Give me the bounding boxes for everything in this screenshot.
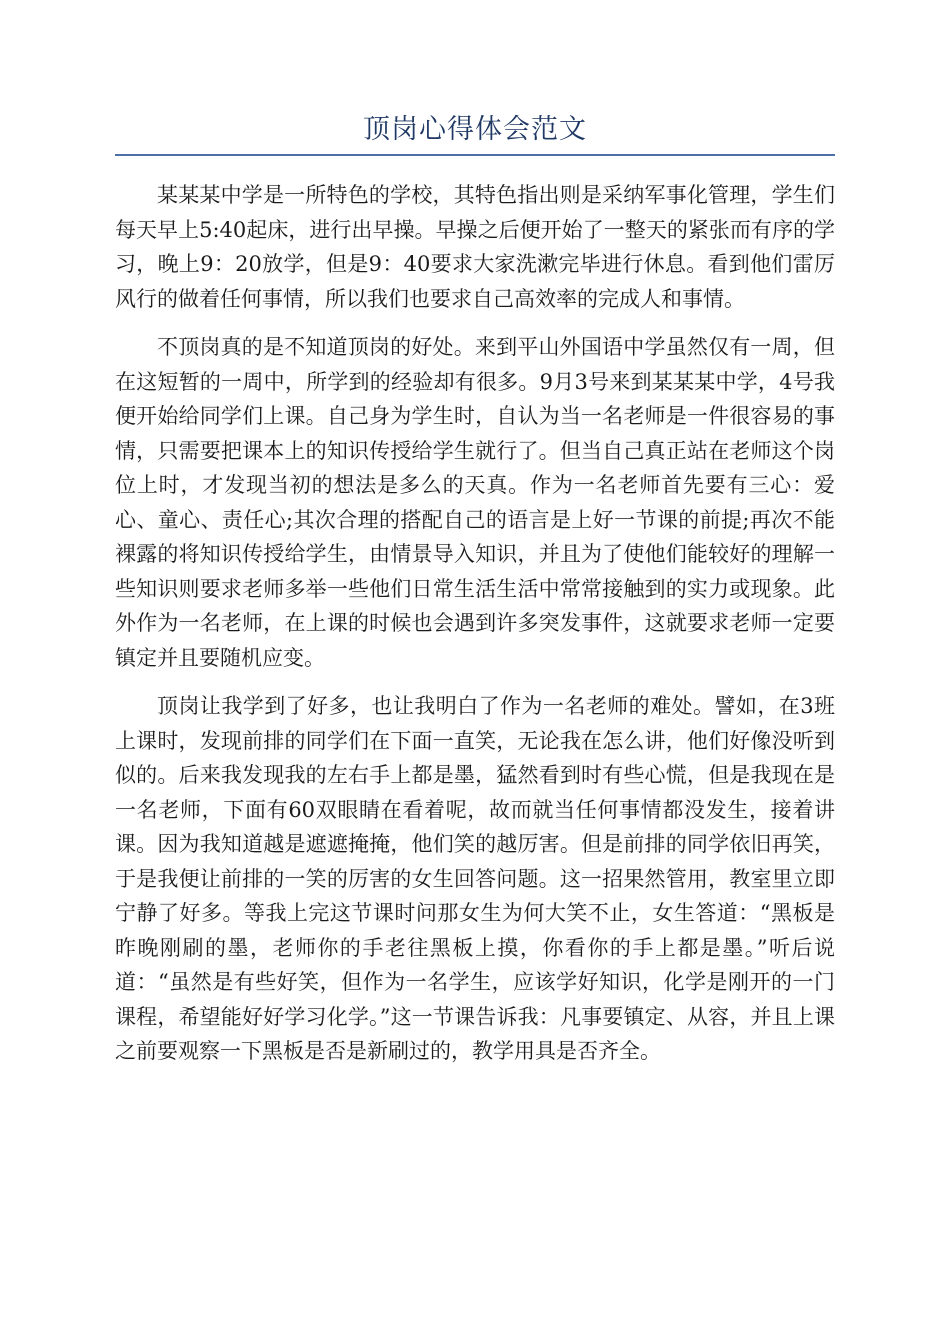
title-underline [115, 154, 835, 156]
paragraph-1: 某某某中学是一所特色的学校，其特色指出则是采纳军事化管理，学生们每天早上5:40起床，进行出早操。早操之后便开始了一整天的紧张而有序的学习，晚上9：20放学，但是9：40要求大家洗漱完毕进行休息。看到他们雷厉风行的做着任何事情，所以我们也要求自己高效率的完成人和事情。 [115, 183, 835, 311]
paragraph-3: 顶岗让我学到了好多，也让我明白了作为一名老师的难处。譬如，在3班上课时，发现前排的同学们在下面一直笑，无论我在怎么讲，他们好像没听到似的。后来我发现我的左右手上都是墨，猛然看到时有些心慌，但是我现在是一名老师，下面有60双眼睛在看着呢，故而就当任何事情都没发生，接着讲课。因为我知道越是遮遮掩掩，他们笑的越厉害。但是前排的同学依旧再笑，于是我便让前排的一笑的厉害的女生回答问题。这一招果然管用，教室里立即宁静了好多。等我上完这节课时问那女生为何大笑不止，女生答道：“黑板是昨晚刚刷的墨，老师你的手老往黑板上摸，你看你的手上都是墨。”听后说道：“虽然是有些好笑，但作为一名学生，应该学好知识，化学是刚开的一门课程，希望能好好学习化学。”这一节课告诉我：凡事要镇定、从容，并且上课之前要观察一下黑板是否是新刷过的，教学用具是否齐全。 [115, 694, 835, 1063]
document-title: 顶岗心得体会范文 [363, 114, 587, 145]
paragraph-2: 不顶岗真的是不知道顶岗的好处。来到平山外国语中学虽然仅有一周，但在这短暂的一周中，所学到的经验却有很多。9月3号来到某某某中学，4号我便开始给同学们上课。自己身为学生时，自认为当一名老师是一件很容易的事情，只需要把课本上的知识传授给学生就行了。但当自己真正站在老师这个岗位上时，才发现当初的想法是多么的天真。作为一名老师首先要有三心：爱心、童心、责任心;其次合理的搭配自己的语言是上好一节课的前提;再次不能裸露的将知识传授给学生，由情景导入知识，并且为了使他们能较好的理解一些知识则要求老师多举一些他们日常生活生活中常常接触到的实力或现象。此外作为一名老师，在上课的时候也会遇到许多突发事件，这就要求老师一定要镇定并且要随机应变。 [115, 335, 835, 670]
document-body [115, 178, 835, 1083]
